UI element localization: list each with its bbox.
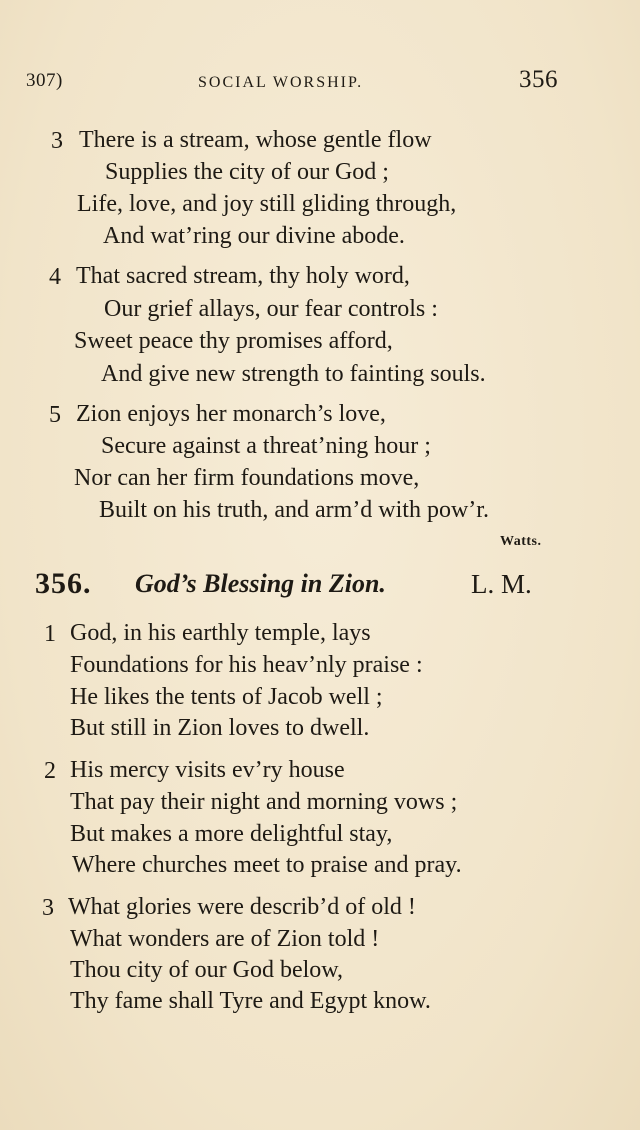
verse-line: What glories were describ’d of old !: [68, 894, 416, 920]
verse-line: That pay their night and morning vows ;: [70, 789, 458, 815]
hymn-number: 356.: [35, 567, 92, 600]
verse-line: Nor can her firm foundations move,: [74, 465, 420, 491]
page-reference: 307): [26, 70, 63, 91]
verse-line: And give new strength to fainting souls.: [101, 361, 486, 387]
verse-line: Supplies the city of our God ;: [105, 159, 389, 185]
verse-line: But makes a more delightful stay,: [70, 821, 393, 847]
verse-line: But still in Zion loves to dwell.: [70, 715, 370, 741]
hymn-meter: L. M.: [471, 569, 532, 599]
stanza-number: 1: [44, 621, 56, 647]
header-hymn-number: 356: [519, 66, 558, 93]
verse-line: And wat’ring our divine abode.: [103, 223, 405, 249]
verse-line: That sacred stream, thy holy word,: [76, 263, 410, 289]
verse-line: Foundations for his heav’nly praise :: [70, 652, 423, 678]
verse-line: His mercy visits ev’ry house: [70, 757, 345, 783]
verse-line: There is a stream, whose gentle flow: [79, 127, 432, 153]
verse-line: Thou city of our God below,: [70, 957, 344, 983]
verse-line: Zion enjoys her monarch’s love,: [76, 401, 386, 427]
author-attribution: Watts.: [500, 534, 542, 549]
verse-line: Where churches meet to praise and pray.: [72, 852, 462, 878]
verse-line: Sweet peace thy promises afford,: [74, 328, 393, 354]
stanza-number: 5: [49, 402, 61, 428]
verse-line: Built on his truth, and arm’d with pow’r.: [99, 497, 489, 523]
verse-line: Life, love, and joy still gliding through,: [77, 191, 457, 217]
verse-line: Our grief allays, our fear controls :: [104, 296, 438, 322]
section-title: SOCIAL WORSHIP.: [198, 74, 364, 91]
stanza-number: 2: [44, 758, 56, 784]
verse-line: God, in his earthly temple, lays: [70, 620, 371, 646]
verse-line: What wonders are of Zion told !: [70, 926, 380, 952]
hymn-title: God’s Blessing in Zion.: [135, 569, 386, 598]
stanza-number: 3: [51, 128, 63, 154]
verse-line: Secure against a threat’ning hour ;: [101, 433, 431, 459]
verse-line: Thy fame shall Tyre and Egypt know.: [70, 988, 431, 1014]
verse-line: He likes the tents of Jacob well ;: [70, 684, 383, 710]
stanza-number: 4: [49, 264, 61, 290]
stanza-number: 3: [42, 895, 54, 921]
